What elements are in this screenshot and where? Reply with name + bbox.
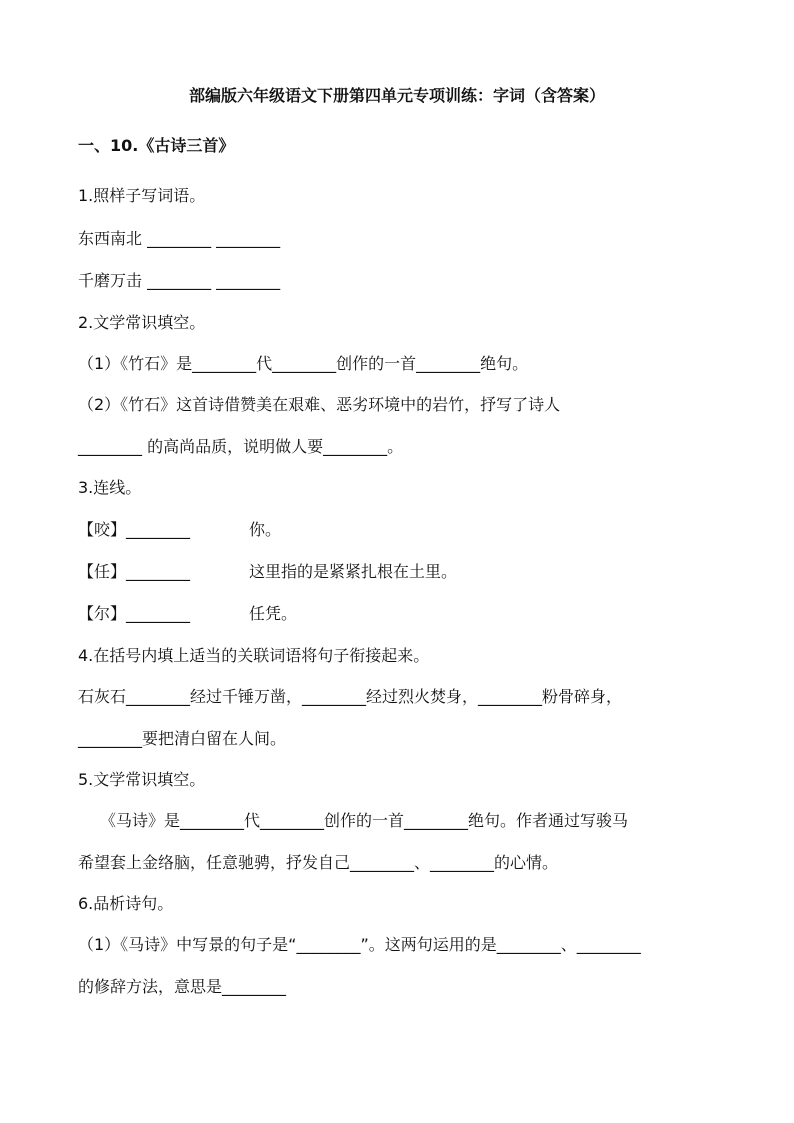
matching-row	[78, 522, 578, 540]
question-4-line-1: 石灰石________经过千锤万凿，________经过烈火焚身，________粉骨碎身，	[78, 687, 623, 706]
question-4-prompt: 4.在括号内填上适当的关联词语将句子衔接起来。	[78, 646, 430, 665]
matching-row	[78, 606, 578, 624]
question-6-line-1: （1）《马诗》中写景的句子是“________”。这两句运用的是________、________	[78, 935, 641, 954]
question-2-prompt: 2.文学常识填空。	[78, 313, 206, 332]
matching-left: 【咬】________	[78, 520, 191, 539]
page-title: 部编版六年级语文下册第四单元专项训练：字词（含答案）	[188, 86, 605, 105]
question-1-prompt: 1.照样子写词语。	[78, 186, 206, 205]
question-6-prompt: 6.品析诗句。	[78, 894, 174, 913]
matching-right: 这里指的是紧紧扎根在土里。	[249, 562, 458, 581]
matching-right: 任凭。	[249, 604, 298, 623]
matching-right: 你。	[249, 520, 282, 539]
question-1-row-2: 千磨万击 ________ ________	[78, 271, 281, 290]
matching-row	[78, 564, 578, 582]
question-4-line-2: ________要把清白留在人间。	[78, 729, 287, 748]
question-2-item-1: （1）《竹石》是________代________创作的一首________绝句。	[78, 354, 529, 373]
question-5-line-1: 《马诗》是________代________创作的一首________绝句。作者通过写骏马	[100, 811, 629, 830]
question-6-line-2: 的修辞方法，意思是________	[78, 977, 287, 996]
section-heading: 一、10.《古诗三首》	[78, 136, 235, 155]
question-1-row-1: 东西南北 ________ ________	[78, 229, 281, 248]
matching-left: 【任】________	[78, 562, 191, 581]
question-2-item-2-line-2: ________ 的高尚品质，说明做人要________。	[78, 437, 404, 456]
question-5-line-2: 希望套上金络脑，任意驰骋，抒发自己________、________的心情。	[78, 853, 559, 872]
question-2-item-2-line-1: （2）《竹石》这首诗借赞美在艰难、恶劣环境中的岩竹，抒写了诗人	[78, 395, 561, 414]
matching-left: 【尔】________	[78, 604, 191, 623]
question-5-prompt: 5.文学常识填空。	[78, 770, 206, 789]
question-3-prompt: 3.连线。	[78, 478, 142, 497]
